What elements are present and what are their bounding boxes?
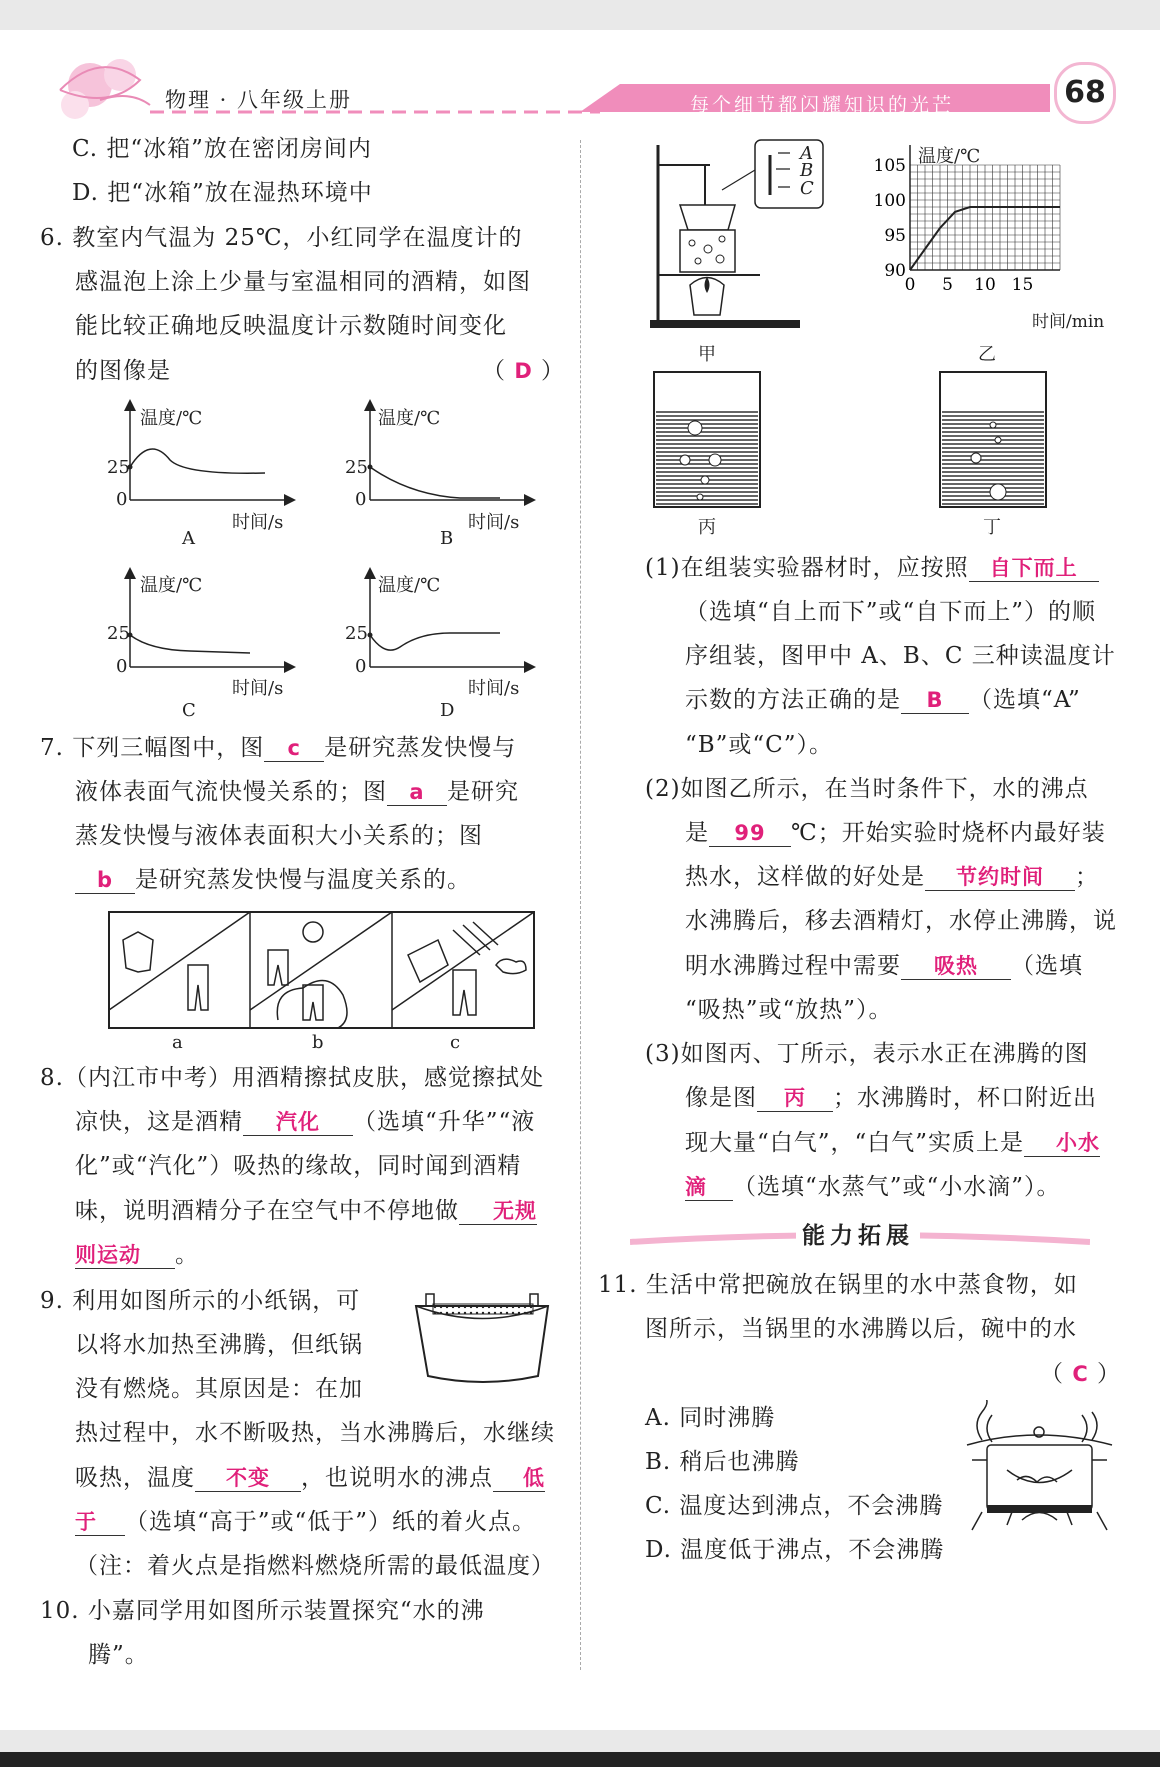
fig-yi-label: 乙	[978, 344, 996, 365]
q9-note: （注：着火点是指燃料燃烧所需的最低温度）	[75, 1553, 555, 1579]
q8-line2: 凉快，这是酒精 汽化 （选填“升华”“液	[75, 1109, 536, 1135]
q10-p1-line3: 序组装，图甲中 A、B、C 三种读温度计	[685, 643, 1116, 669]
chart-grid	[910, 165, 1060, 270]
fig-a-label: a	[172, 1032, 183, 1053]
q10-blank5: 吸热	[901, 953, 1011, 980]
q5-option-d: D. 把“冰箱”放在湿热环境中	[72, 180, 373, 206]
q8-line3: 化”或“汽化”）吸热的缘故，同时闻到酒精	[75, 1153, 522, 1179]
q8-line1: 8.（内江市中考）用酒精擦拭皮肤，感觉擦拭处	[40, 1065, 544, 1091]
paper-pot-figure	[408, 1286, 558, 1391]
chart-x-tick-label: 10	[974, 275, 996, 295]
q10-p2-line6: “吸热”或“放热”）。	[685, 997, 893, 1023]
graph-c-tick0: 0	[116, 656, 128, 677]
q5-option-c: C. 把“冰箱”放在密闭房间内	[72, 136, 372, 162]
q10-p1-line4: 示数的方法正确的是 B （选填“A”	[685, 687, 1081, 713]
q10-blank7b: 滴	[685, 1174, 733, 1201]
chart-ticks	[874, 156, 1034, 295]
q11-line1: 11. 生活中常把碗放在锅里的水中蒸食物，如	[598, 1272, 1078, 1298]
graph-d-tick0: 0	[355, 656, 367, 677]
q10-blank1: 自下而上	[969, 555, 1099, 582]
q8-blank2a: 无规	[459, 1198, 537, 1225]
q10-p1-line5: “B”或“C”）。	[685, 732, 834, 758]
q9-line2: 以将水加热至沸腾，但纸锅	[75, 1332, 363, 1358]
q7-line2: 液体表面气流快慢关系的；图 a 是研究	[75, 779, 519, 805]
graph-a-ylabel: 温度/℃	[140, 408, 203, 429]
beaker-ding	[940, 372, 1046, 507]
q11-line2: 图所示，当锅里的水沸腾以后，碗中的水	[645, 1316, 1077, 1342]
fig-jia-label: 甲	[698, 344, 716, 365]
q11-answer: C	[1072, 1362, 1089, 1386]
chart-x-tick-label: 15	[1011, 275, 1034, 295]
beaker-bing	[654, 372, 760, 507]
q6-line3: 能比较正确地反映温度计示数随时间变化	[75, 313, 507, 339]
q6-line2: 感温泡上涂上少量与室温相同的酒精，如图	[75, 269, 531, 295]
q11-answer-bracket: （ C ）	[1040, 1361, 1122, 1387]
q7-blank1: c	[264, 735, 324, 762]
chart-x-tick-label: 5	[942, 275, 953, 295]
q6-answer: D	[514, 359, 533, 383]
graph-a-label: A	[182, 528, 195, 549]
fig-bing-label: 丙	[698, 517, 716, 538]
fig-ding-label: 丁	[983, 517, 1001, 538]
q10-blank2: B	[901, 687, 969, 714]
fig-b-label: b	[312, 1032, 324, 1053]
q10-line1: 10. 小嘉同学用如图所示装置探究“水的沸	[40, 1598, 485, 1624]
q11-option-b: B. 稍后也沸腾	[645, 1449, 800, 1475]
q6-answer-bracket: （ D ）	[482, 358, 566, 384]
q11-option-c: C. 温度达到沸点，不会沸腾	[645, 1493, 944, 1519]
q10-blank6: 丙	[757, 1085, 833, 1112]
graph-c-tick25: 25	[107, 623, 130, 644]
q9-blank2a: 低	[493, 1465, 545, 1492]
q10-line2: 腾”。	[88, 1642, 149, 1668]
q9-line5: 吸热，温度 不变 ，也说明水的沸点 低	[75, 1465, 545, 1491]
q9-line4: 热过程中，水不断吸热，当水沸腾后，水继续	[75, 1420, 555, 1446]
chart-y-tick-label: 95	[884, 226, 906, 246]
q10-p2-line3: 热水，这样做的好处是 节约时间 ；	[685, 864, 1099, 890]
q10-p2-line5: 明水沸腾过程中需要 吸热 （选填	[685, 953, 1083, 979]
graph-d-label: D	[440, 700, 455, 721]
q11-option-a: A. 同时沸腾	[645, 1405, 776, 1431]
graph-c-xlabel: 时间/s	[232, 678, 284, 699]
q9-line3: 没有燃烧。其原因是：在加	[75, 1376, 363, 1402]
reading-label-a: A	[800, 143, 813, 164]
q10-blank4: 节约时间	[925, 864, 1075, 891]
q10-p3-line1: (3)如图丙、丁所示，表示水正在沸腾的图	[645, 1041, 1089, 1067]
chart-ylabel: 温度/℃	[918, 146, 981, 167]
q7-line4: b 是研究蒸发快慢与温度关系的。	[75, 865, 471, 895]
q10-blank3: 99	[709, 820, 791, 847]
graph-a-tick25: 25	[107, 457, 130, 478]
graph-b-ylabel: 温度/℃	[378, 408, 441, 429]
chart-x-tick-label: 0	[904, 275, 916, 295]
graph-b-label: B	[440, 528, 454, 549]
graph-a-tick0: 0	[116, 489, 128, 510]
q8-line5: 则运动 。	[75, 1242, 199, 1268]
q10-p3-line3: 现大量“白气”，“白气”实质上是 小水	[685, 1130, 1101, 1156]
graph-a-xlabel: 时间/s	[232, 512, 284, 533]
q10-p2-line4: 水沸腾后，移去酒精灯，水停止沸腾，说	[685, 908, 1117, 934]
hanging-clothes-icon	[123, 922, 526, 1028]
graph-d-xlabel: 时间/s	[468, 678, 520, 699]
fig-c-label: c	[450, 1032, 461, 1053]
q10-p1-line1: (1)在组装实验器材时，应按照 自下而上	[645, 553, 1099, 583]
q8-blank1: 汽化	[243, 1109, 353, 1136]
chart-y-tick-label: 90	[884, 261, 906, 281]
q11-option-d: D. 温度低于沸点，不会沸腾	[645, 1537, 945, 1563]
q10-p2-line1: (2)如图乙所示，在当时条件下，水的沸点	[645, 776, 1089, 802]
q7-blank3: b	[75, 867, 135, 894]
chart-y-tick-label: 100	[873, 191, 906, 211]
q9-line6: 于 （选填“高于”或“低于”）纸的着火点。	[75, 1509, 537, 1535]
column-divider	[580, 140, 581, 1670]
graph-d-tick25: 25	[345, 623, 368, 644]
q6-line1: 6. 教室内气温为 25℃，小红同学在温度计的	[40, 225, 523, 251]
graph-b-tick25: 25	[345, 457, 368, 478]
reading-label-c: C	[800, 178, 814, 199]
header-slogan: 每个细节都闪耀知识的光芒	[690, 94, 955, 116]
graph-b-xlabel: 时间/s	[468, 512, 520, 533]
q10-blank7a: 小水	[1024, 1130, 1100, 1157]
book-title: 物理 · 八年级上册	[165, 88, 353, 112]
q10-p2-line2: 是 99 ℃；开始实验时烧杯内最好装	[685, 820, 1106, 846]
q10-p3-line4: 滴 （选填“水蒸气”或“小水滴”）。	[685, 1174, 1061, 1200]
q8-blank2b: 则运动	[75, 1242, 175, 1269]
q9-blank1: 不变	[195, 1465, 301, 1492]
graph-b-tick0: 0	[355, 489, 367, 510]
q8-line4: 味，说明酒精分子在空气中不停地做 无规	[75, 1198, 537, 1224]
beakers-figure	[650, 370, 1120, 510]
chart-y-tick-label: 105	[873, 156, 906, 176]
q9-line1: 9. 利用如图所示的小纸锅，可	[40, 1288, 361, 1314]
q7-line1: 7. 下列三幅图中，图 c 是研究蒸发快慢与	[40, 735, 517, 761]
bottom-bar	[0, 1752, 1160, 1767]
q10-p1-line2: （选填“自上而下”或“自下而上”）的顺	[685, 599, 1097, 625]
chart-xlabel: 时间/min	[1032, 312, 1105, 332]
section-title: 能力拓展	[796, 1221, 920, 1251]
page-number: 68	[1054, 62, 1116, 124]
q7-line3: 蒸发快慢与液体表面积大小关系的；图	[75, 823, 483, 849]
q7-figure	[108, 910, 536, 1030]
q10-p3-line2: 像是图 丙 ；水沸腾时，杯口附近出	[685, 1085, 1097, 1111]
q9-blank2b: 于	[75, 1509, 125, 1536]
q6-line4: 的图像是	[75, 358, 171, 384]
steamer-pot-figure	[962, 1400, 1122, 1540]
graph-c-label: C	[182, 700, 196, 721]
graph-d-ylabel: 温度/℃	[378, 575, 441, 596]
flower-ornament-icon	[60, 59, 150, 119]
reading-label-b: B	[800, 160, 814, 181]
graph-c-ylabel: 温度/℃	[140, 575, 203, 596]
q7-blank2: a	[387, 779, 447, 806]
